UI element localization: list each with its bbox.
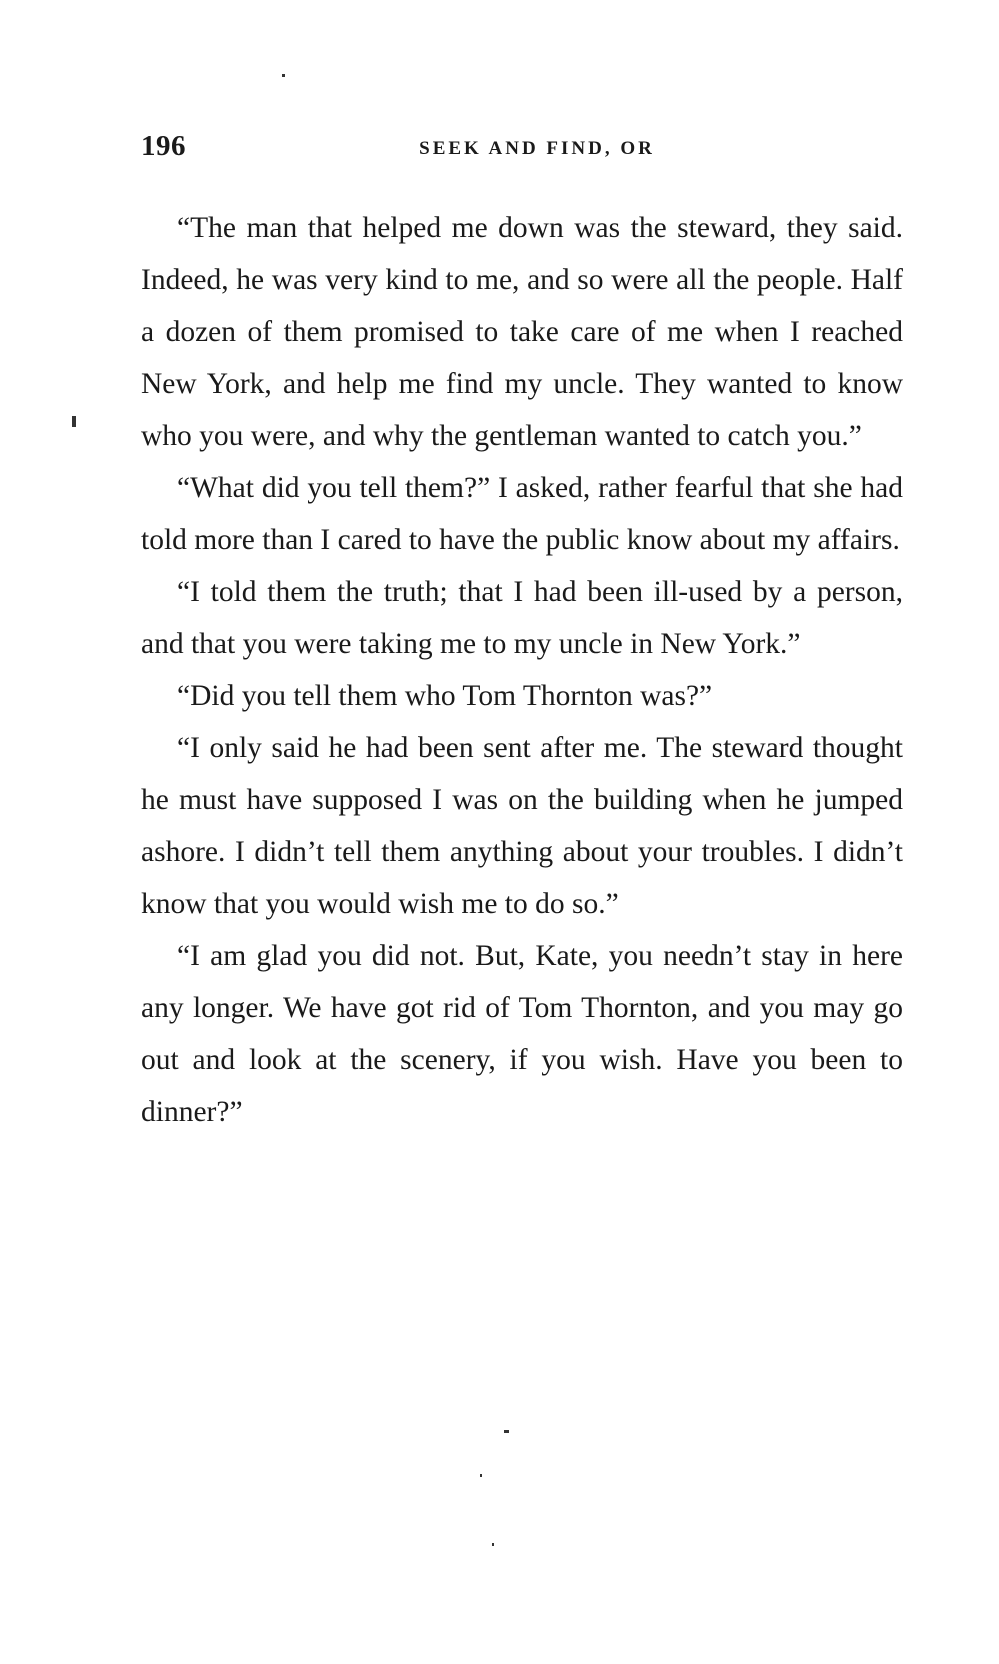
body-text — [141, 202, 903, 1138]
scan-speck — [72, 416, 76, 427]
scan-speck — [492, 1543, 494, 1546]
scan-speck — [480, 1474, 482, 1477]
running-head: SEEK AND FIND, OR — [419, 138, 655, 159]
paragraph: “What did you tell them?” I asked, rather fearful that she had told more than I cared to have the public know about my affairs. — [141, 472, 903, 556]
paragraph: “I only said he had been sent after me. The steward thought he must have supposed I was on the building when he jumped ashore. I didn’t tell them anything about your troubles. I didn’t know that you would wish me to do so.” — [141, 732, 903, 920]
paragraph: “I am glad you did not. But, Kate, you needn’t stay in here any longer. We have got rid of Tom Thornton, and you may go out and look at the scenery, if you wish. Have you been to dinner?” — [141, 940, 903, 1128]
paragraph: “The man that helped me down was the steward, they said. Indeed, he was very kind to me, and so were all the people. Half a dozen of them promised to take care of me when I reached New York, and help me find my uncle. They wanted to know who you were, and why the gentleman wanted to catch you.” — [141, 212, 903, 452]
page-header — [141, 130, 903, 170]
scan-speck — [282, 74, 285, 77]
scan-speck — [504, 1430, 509, 1433]
paragraph: “Did you tell them who Tom Thornton was?” — [177, 680, 713, 712]
page-number: 196 — [141, 130, 186, 162]
paragraph: “I told them the truth; that I had been ill-used by a person, and that you were taking me to my uncle in New York.” — [141, 576, 903, 660]
